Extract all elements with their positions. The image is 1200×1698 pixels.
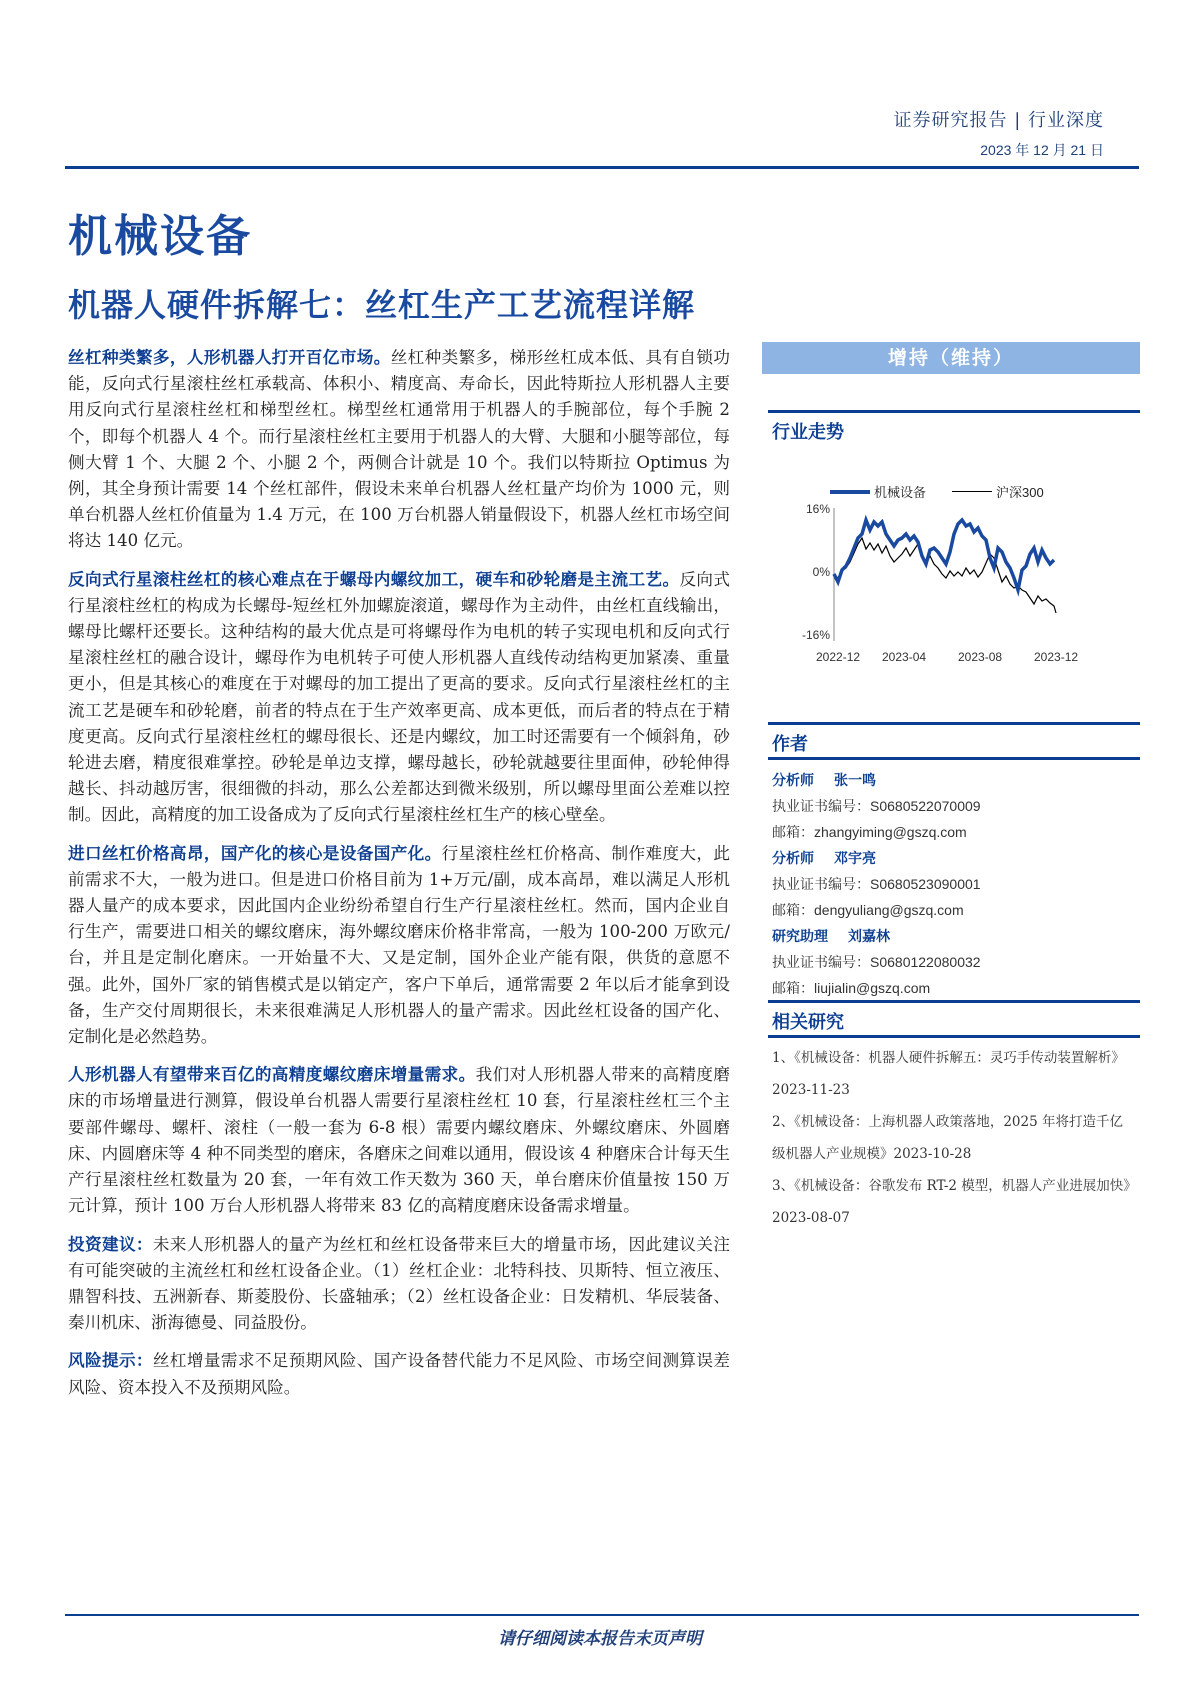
rating-badge: 增持（维持） bbox=[762, 342, 1140, 374]
paragraph bbox=[68, 1061, 730, 1219]
body-column bbox=[68, 344, 730, 1412]
x-tick: 2023-08 bbox=[958, 650, 1003, 664]
author-name-row bbox=[772, 848, 876, 868]
author-role: 分析师 bbox=[772, 773, 814, 789]
author-role: 研究助理 bbox=[772, 929, 828, 945]
paragraph-text: 我们对人形机器人带来的高精度磨床的市场增量进行测算，假设单台机器人需要行星滚柱丝杠 10 套，行星滚柱丝杠三个主要部件螺母、螺杆、滚柱（一般一套为 6-8 根）需要内螺纹磨床、外螺纹磨床、外圆磨床、内圆磨床等 4 种不同类型的磨床，各磨床之间难以通用，假设该 4 种磨床合计每天生产行星滚柱丝杠数量为 20 套，一年有效工作天数为 360 天，单台磨床价值量按 150 万元计算，预计 100 万台人形机器人将带来 83 亿的高精度磨床设备需求增量。 bbox=[68, 1065, 730, 1216]
email-link[interactable]: zhangyiming@gszq.com bbox=[814, 824, 967, 840]
legend-label: 沪深300 bbox=[996, 485, 1044, 500]
email-link[interactable]: liujialin@gszq.com bbox=[814, 980, 931, 996]
footer-disclaimer: 请仔细阅读本报告末页声明 bbox=[498, 1629, 702, 1649]
cert-label: 执业证书编号： bbox=[772, 877, 870, 893]
legend-label: 机械设备 bbox=[874, 485, 927, 500]
author-cert bbox=[772, 874, 981, 894]
paragraph-text: 丝杠增量需求不足预期风险、国产设备替代能力不足风险、市场空间测算误差风险、资本投入不及预期风险。 bbox=[68, 1351, 730, 1397]
cert-number: S0680523090001 bbox=[870, 876, 981, 892]
paragraph bbox=[68, 1231, 730, 1337]
author-name-row bbox=[772, 926, 890, 946]
section-rule bbox=[768, 1035, 1140, 1038]
author-cert bbox=[772, 952, 981, 972]
author-role: 分析师 bbox=[772, 851, 814, 867]
y-tick: 16% bbox=[805, 502, 830, 516]
paragraph-text: 未来人形机器人的量产为丝杠和丝杠设备带来巨大的增量市场，因此建议关注有可能突破的主流丝杠和丝杠设备企业。（1）丝杠企业：北特科技、贝斯特、恒立液压、鼎智科技、五洲新春、斯菱股份、长盛轴承；（2）丝杠设备企业：日发精机、华辰装备、秦川机床、浙海德曼、同益股份。 bbox=[68, 1234, 730, 1333]
section-rule bbox=[768, 410, 1140, 413]
x-tick: 2022-12 bbox=[816, 650, 861, 664]
paragraph-text: 行星滚柱丝杠价格高、制作难度大，此前需求不大，一般为进口。但是进口价格目前为 1+万元/副，成本高昂，难以满足人形机器人量产的成本要求，因此国内企业纷纷希望自行生产行星滚柱丝杠。然而，国内企业自行生产，需要进口相关的螺纹磨床，海外螺纹磨床价格非常高，一般为 100-200 万欧元/台，并且是定制化磨床。一开始量不大、又是定制，国外企业产能有限，供货的意愿不强。此外，国外厂家的销售模式是以销定产，客户下单后，通常需要 2 年以后才能拿到设备，生产交付周期很长，未来很难满足人形机器人的量产需求。因此丝杠设备的国产化、定制化是必然趋势。 bbox=[68, 843, 730, 1047]
authors-title: 作者 bbox=[772, 734, 808, 755]
x-tick: 2023-12 bbox=[1034, 650, 1079, 664]
main-title: 机器人硬件拆解七：丝杠生产工艺流程详解 bbox=[68, 286, 696, 324]
series-machinery-line bbox=[834, 520, 1054, 590]
email-label: 邮箱： bbox=[772, 981, 814, 997]
cert-number: S0680522070009 bbox=[870, 798, 981, 814]
author-name-row bbox=[772, 770, 876, 790]
paragraph-lead: 反向式行星滚柱丝杠的核心难点在于螺母内螺纹加工，硬车和砂轮磨是主流工艺。 bbox=[68, 568, 680, 589]
paragraph-lead: 投资建议： bbox=[68, 1233, 153, 1254]
paragraph-text: 反向式行星滚柱丝杠的构成为长螺母-短丝杠外加螺旋滚道，螺母作为主动件，由丝杠直线输出，螺母比螺杆还要长。这种结构的最大优点是可将螺母作为电机的转子实现电机和反向式行星滚柱丝杠的融合设计，螺母作为电机转子可使人形机器人直线传动结构更加紧凑、重量更小，但是其核心的难度在于对螺母的加工提出了更高的要求。反向式行星滚柱丝杠的主流工艺是硬车和砂轮磨，前者的特点在于生产效率更高、成本更低，而后者的特点在于精度更高。反向式行星滚柱丝杠的螺母很长、还是内螺纹，加工时还需要有一个倾斜角，砂轮进去磨，精度很难掌控。砂轮是单边支撑，螺母越长，砂轮就越要往里面伸，砂轮伸得越长、抖动越厉害，很细微的抖动，那么公差都达到微米级别，所以螺母里面公差难以控制。因此，高精度的加工设备成为了反向式行星滚柱丝杠生产的核心壁垒。 bbox=[68, 569, 730, 825]
paragraph-text: 丝杠种类繁多，梯形丝杠成本低、具有自锁功能，反向式行星滚柱丝杠承载高、体积小、精度高、寿命长，因此特斯拉人形机器人主要用反向式行星滚柱丝杠和梯型丝杠。梯型丝杠通常用于机器人的手腕部位，每个手腕 2 个，即每个机器人 4 个。而行星滚柱丝杠主要用于机器人的大臂、大腿和小腿等部位，每侧大臂 1 个、大腿 2 个、小腿 2 个，两侧合计就是 10 个。我们以特斯拉 Optimus 为例，其全身预计需要 14 个丝杠部件，假设未来单台机器人丝杠量产均价为 1000 元，则单台机器人丝杠价值量为 1.4 万元，在 100 万台机器人销量假设下，机器人丝杠市场空间将达 140 亿元。 bbox=[68, 348, 730, 551]
paragraph-lead: 进口丝杠价格高昂，国产化的核心是设备国产化。 bbox=[68, 842, 442, 863]
trend-chart bbox=[780, 478, 1120, 678]
trend-title: 行业走势 bbox=[772, 422, 844, 443]
section-rule bbox=[768, 722, 1140, 725]
cert-number: S0680122080032 bbox=[870, 954, 981, 970]
section-rule bbox=[768, 757, 1140, 760]
related-list bbox=[772, 1042, 1136, 1234]
sector-title: 机械设备 bbox=[68, 211, 252, 262]
paragraph bbox=[68, 1347, 730, 1400]
header-rule bbox=[65, 166, 1139, 169]
paragraph bbox=[68, 566, 730, 829]
section-rule bbox=[768, 1000, 1140, 1003]
author-email bbox=[772, 822, 967, 842]
cert-label: 执业证书编号： bbox=[772, 799, 870, 815]
related-item[interactable]: 1、《机械设备：机器人硬件拆解五：灵巧手传动装置解析》2023-11-23 bbox=[772, 1050, 1125, 1098]
email-label: 邮箱： bbox=[772, 903, 814, 919]
paragraph-lead: 风险提示： bbox=[68, 1350, 153, 1371]
email-link[interactable]: dengyuliang@gszq.com bbox=[814, 902, 964, 918]
paragraph-lead: 人形机器人有望带来百亿的高精度螺纹磨床增量需求。 bbox=[68, 1064, 476, 1085]
author-cert bbox=[772, 796, 981, 816]
related-item[interactable]: 2、《机械设备：上海机器人政策落地，2025 年将打造千亿级机器人产业规模》2023-10-28 bbox=[772, 1114, 1123, 1162]
author-email bbox=[772, 900, 964, 920]
series-hs300-line bbox=[834, 538, 1056, 613]
related-title: 相关研究 bbox=[772, 1012, 844, 1033]
y-tick: 0% bbox=[812, 565, 830, 579]
x-tick: 2023-04 bbox=[882, 650, 927, 664]
paragraph bbox=[68, 840, 730, 1051]
paragraph bbox=[68, 344, 730, 555]
y-tick: -16% bbox=[801, 628, 830, 642]
email-label: 邮箱： bbox=[772, 825, 814, 841]
report-type: 证券研究报告 | 行业深度 bbox=[893, 110, 1104, 131]
related-item[interactable]: 3、《机械设备：谷歌发布 RT-2 模型，机器人产业进展加快》2023-08-07 bbox=[772, 1178, 1131, 1226]
author-name: 张一鸣 bbox=[834, 773, 876, 789]
author-email bbox=[772, 978, 930, 998]
chart-plot bbox=[780, 478, 1120, 678]
paragraph-lead: 丝杠种类繁多，人形机器人打开百亿市场。 bbox=[68, 347, 391, 367]
author-name: 刘嘉林 bbox=[848, 929, 890, 945]
report-date: 2023 年 12 月 21 日 bbox=[980, 142, 1104, 158]
author-name: 邓宇亮 bbox=[834, 851, 876, 867]
footer-rule bbox=[65, 1614, 1139, 1616]
cert-label: 执业证书编号： bbox=[772, 955, 870, 971]
